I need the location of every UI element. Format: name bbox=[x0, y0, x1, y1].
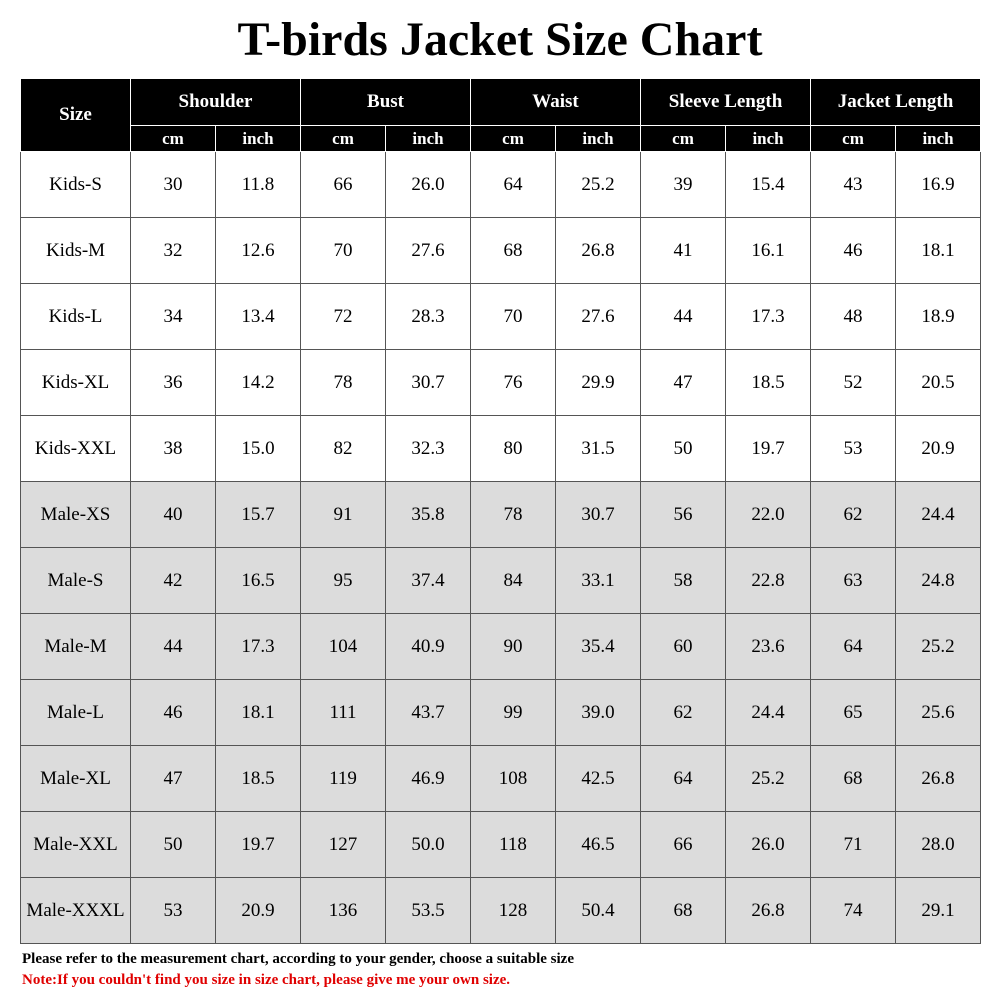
inch-value-cell: 19.7 bbox=[216, 812, 301, 878]
cm-value-cell: 32 bbox=[131, 218, 216, 284]
size-cell: Male-XL bbox=[21, 746, 131, 812]
inch-value-cell: 29.9 bbox=[556, 350, 641, 416]
inch-value-cell: 27.6 bbox=[556, 284, 641, 350]
cm-value-cell: 46 bbox=[811, 218, 896, 284]
inch-value-cell: 26.8 bbox=[896, 746, 981, 812]
cm-value-cell: 108 bbox=[471, 746, 556, 812]
cm-value-cell: 50 bbox=[131, 812, 216, 878]
cm-value-cell: 39 bbox=[641, 152, 726, 218]
inch-value-cell: 30.7 bbox=[556, 482, 641, 548]
inch-value-cell: 11.8 bbox=[216, 152, 301, 218]
cm-value-cell: 65 bbox=[811, 680, 896, 746]
inch-value-cell: 18.5 bbox=[216, 746, 301, 812]
cm-value-cell: 38 bbox=[131, 416, 216, 482]
inch-value-cell: 28.0 bbox=[896, 812, 981, 878]
inch-value-cell: 42.5 bbox=[556, 746, 641, 812]
inch-value-cell: 22.0 bbox=[726, 482, 811, 548]
cm-value-cell: 127 bbox=[301, 812, 386, 878]
inch-value-cell: 53.5 bbox=[386, 878, 471, 944]
inch-value-cell: 16.5 bbox=[216, 548, 301, 614]
cm-value-cell: 68 bbox=[641, 878, 726, 944]
inch-value-cell: 17.3 bbox=[726, 284, 811, 350]
cm-value-cell: 95 bbox=[301, 548, 386, 614]
inch-value-cell: 25.2 bbox=[556, 152, 641, 218]
table-header bbox=[21, 79, 981, 152]
table-row bbox=[21, 152, 981, 218]
cm-value-cell: 47 bbox=[641, 350, 726, 416]
unit-inch-header: inch bbox=[556, 126, 641, 152]
page-title: T-birds Jacket Size Chart bbox=[237, 13, 763, 66]
inch-value-cell: 16.9 bbox=[896, 152, 981, 218]
inch-value-cell: 18.5 bbox=[726, 350, 811, 416]
inch-value-cell: 31.5 bbox=[556, 416, 641, 482]
inch-value-cell: 16.1 bbox=[726, 218, 811, 284]
cm-value-cell: 43 bbox=[811, 152, 896, 218]
cm-value-cell: 104 bbox=[301, 614, 386, 680]
inch-value-cell: 29.1 bbox=[896, 878, 981, 944]
cm-value-cell: 64 bbox=[471, 152, 556, 218]
inch-value-cell: 15.4 bbox=[726, 152, 811, 218]
cm-value-cell: 78 bbox=[301, 350, 386, 416]
inch-value-cell: 40.9 bbox=[386, 614, 471, 680]
table-row bbox=[21, 548, 981, 614]
table-row bbox=[21, 350, 981, 416]
cm-value-cell: 111 bbox=[301, 680, 386, 746]
sleeve-length-header: Sleeve Length bbox=[641, 79, 811, 126]
inch-value-cell: 28.3 bbox=[386, 284, 471, 350]
size-note-red: Note:If you couldn't find you size in size chart, please give me your own size. bbox=[22, 972, 511, 988]
table-row bbox=[21, 812, 981, 878]
table-row bbox=[21, 482, 981, 548]
cm-value-cell: 48 bbox=[811, 284, 896, 350]
cm-value-cell: 66 bbox=[641, 812, 726, 878]
unit-cm-header: cm bbox=[811, 126, 896, 152]
measurement-note: Please refer to the measurement chart, according to your gender, choose a suitable size bbox=[22, 951, 574, 967]
cm-value-cell: 128 bbox=[471, 878, 556, 944]
cm-value-cell: 58 bbox=[641, 548, 726, 614]
cm-value-cell: 30 bbox=[131, 152, 216, 218]
size-cell: Male-XS bbox=[21, 482, 131, 548]
cm-value-cell: 34 bbox=[131, 284, 216, 350]
size-cell: Male-S bbox=[21, 548, 131, 614]
cm-value-cell: 76 bbox=[471, 350, 556, 416]
size-cell: Male-XXXL bbox=[21, 878, 131, 944]
inch-value-cell: 26.8 bbox=[726, 878, 811, 944]
cm-value-cell: 60 bbox=[641, 614, 726, 680]
inch-value-cell: 39.0 bbox=[556, 680, 641, 746]
cm-value-cell: 62 bbox=[641, 680, 726, 746]
inch-value-cell: 46.9 bbox=[386, 746, 471, 812]
size-cell: Kids-S bbox=[21, 152, 131, 218]
cm-value-cell: 50 bbox=[641, 416, 726, 482]
cm-value-cell: 62 bbox=[811, 482, 896, 548]
inch-value-cell: 20.9 bbox=[896, 416, 981, 482]
inch-value-cell: 18.1 bbox=[216, 680, 301, 746]
table-row bbox=[21, 284, 981, 350]
cm-value-cell: 44 bbox=[641, 284, 726, 350]
unit-inch-header: inch bbox=[386, 126, 471, 152]
inch-value-cell: 35.8 bbox=[386, 482, 471, 548]
size-cell: Kids-L bbox=[21, 284, 131, 350]
cm-value-cell: 70 bbox=[471, 284, 556, 350]
inch-value-cell: 15.7 bbox=[216, 482, 301, 548]
inch-value-cell: 26.0 bbox=[726, 812, 811, 878]
unit-cm-header: cm bbox=[131, 126, 216, 152]
size-cell: Kids-M bbox=[21, 218, 131, 284]
inch-value-cell: 27.6 bbox=[386, 218, 471, 284]
cm-value-cell: 63 bbox=[811, 548, 896, 614]
table-row bbox=[21, 218, 981, 284]
cm-value-cell: 46 bbox=[131, 680, 216, 746]
cm-value-cell: 119 bbox=[301, 746, 386, 812]
inch-value-cell: 37.4 bbox=[386, 548, 471, 614]
inch-value-cell: 25.2 bbox=[896, 614, 981, 680]
cm-value-cell: 68 bbox=[471, 218, 556, 284]
inch-value-cell: 33.1 bbox=[556, 548, 641, 614]
inch-value-cell: 20.9 bbox=[216, 878, 301, 944]
inch-value-cell: 22.8 bbox=[726, 548, 811, 614]
inch-value-cell: 35.4 bbox=[556, 614, 641, 680]
inch-value-cell: 25.6 bbox=[896, 680, 981, 746]
inch-value-cell: 24.8 bbox=[896, 548, 981, 614]
size-cell: Male-M bbox=[21, 614, 131, 680]
cm-value-cell: 80 bbox=[471, 416, 556, 482]
size-cell: Male-XXL bbox=[21, 812, 131, 878]
table-row bbox=[21, 416, 981, 482]
inch-value-cell: 30.7 bbox=[386, 350, 471, 416]
unit-inch-header: inch bbox=[216, 126, 301, 152]
cm-value-cell: 36 bbox=[131, 350, 216, 416]
inch-value-cell: 25.2 bbox=[726, 746, 811, 812]
inch-value-cell: 43.7 bbox=[386, 680, 471, 746]
inch-value-cell: 50.4 bbox=[556, 878, 641, 944]
inch-value-cell: 24.4 bbox=[896, 482, 981, 548]
cm-value-cell: 71 bbox=[811, 812, 896, 878]
cm-value-cell: 42 bbox=[131, 548, 216, 614]
cm-value-cell: 53 bbox=[131, 878, 216, 944]
cm-value-cell: 118 bbox=[471, 812, 556, 878]
inch-value-cell: 14.2 bbox=[216, 350, 301, 416]
waist-header: Waist bbox=[471, 79, 641, 126]
cm-value-cell: 66 bbox=[301, 152, 386, 218]
cm-value-cell: 64 bbox=[641, 746, 726, 812]
jacket-length-header: Jacket Length bbox=[811, 79, 981, 126]
cm-value-cell: 91 bbox=[301, 482, 386, 548]
unit-cm-header: cm bbox=[471, 126, 556, 152]
unit-cm-header: cm bbox=[641, 126, 726, 152]
inch-value-cell: 13.4 bbox=[216, 284, 301, 350]
inch-value-cell: 15.0 bbox=[216, 416, 301, 482]
size-header: Size bbox=[21, 79, 131, 152]
table-row bbox=[21, 614, 981, 680]
inch-value-cell: 46.5 bbox=[556, 812, 641, 878]
bust-header: Bust bbox=[301, 79, 471, 126]
cm-value-cell: 64 bbox=[811, 614, 896, 680]
size-cell: Kids-XXL bbox=[21, 416, 131, 482]
cm-value-cell: 41 bbox=[641, 218, 726, 284]
size-chart-table bbox=[20, 78, 981, 944]
inch-value-cell: 32.3 bbox=[386, 416, 471, 482]
cm-value-cell: 47 bbox=[131, 746, 216, 812]
inch-value-cell: 18.1 bbox=[896, 218, 981, 284]
shoulder-header: Shoulder bbox=[131, 79, 301, 126]
cm-value-cell: 90 bbox=[471, 614, 556, 680]
size-cell: Kids-XL bbox=[21, 350, 131, 416]
unit-inch-header: inch bbox=[726, 126, 811, 152]
cm-value-cell: 74 bbox=[811, 878, 896, 944]
cm-value-cell: 56 bbox=[641, 482, 726, 548]
cm-value-cell: 84 bbox=[471, 548, 556, 614]
inch-value-cell: 19.7 bbox=[726, 416, 811, 482]
size-cell: Male-L bbox=[21, 680, 131, 746]
cm-value-cell: 82 bbox=[301, 416, 386, 482]
unit-cm-header: cm bbox=[301, 126, 386, 152]
inch-value-cell: 24.4 bbox=[726, 680, 811, 746]
cm-value-cell: 72 bbox=[301, 284, 386, 350]
table-row bbox=[21, 878, 981, 944]
cm-value-cell: 99 bbox=[471, 680, 556, 746]
cm-value-cell: 53 bbox=[811, 416, 896, 482]
unit-inch-header: inch bbox=[896, 126, 981, 152]
cm-value-cell: 52 bbox=[811, 350, 896, 416]
cm-value-cell: 136 bbox=[301, 878, 386, 944]
inch-value-cell: 23.6 bbox=[726, 614, 811, 680]
cm-value-cell: 68 bbox=[811, 746, 896, 812]
cm-value-cell: 70 bbox=[301, 218, 386, 284]
inch-value-cell: 26.0 bbox=[386, 152, 471, 218]
cm-value-cell: 44 bbox=[131, 614, 216, 680]
inch-value-cell: 12.6 bbox=[216, 218, 301, 284]
inch-value-cell: 17.3 bbox=[216, 614, 301, 680]
inch-value-cell: 20.5 bbox=[896, 350, 981, 416]
cm-value-cell: 40 bbox=[131, 482, 216, 548]
inch-value-cell: 50.0 bbox=[386, 812, 471, 878]
table-body bbox=[21, 152, 981, 944]
inch-value-cell: 26.8 bbox=[556, 218, 641, 284]
table-row bbox=[21, 746, 981, 812]
table-row bbox=[21, 680, 981, 746]
cm-value-cell: 78 bbox=[471, 482, 556, 548]
inch-value-cell: 18.9 bbox=[896, 284, 981, 350]
